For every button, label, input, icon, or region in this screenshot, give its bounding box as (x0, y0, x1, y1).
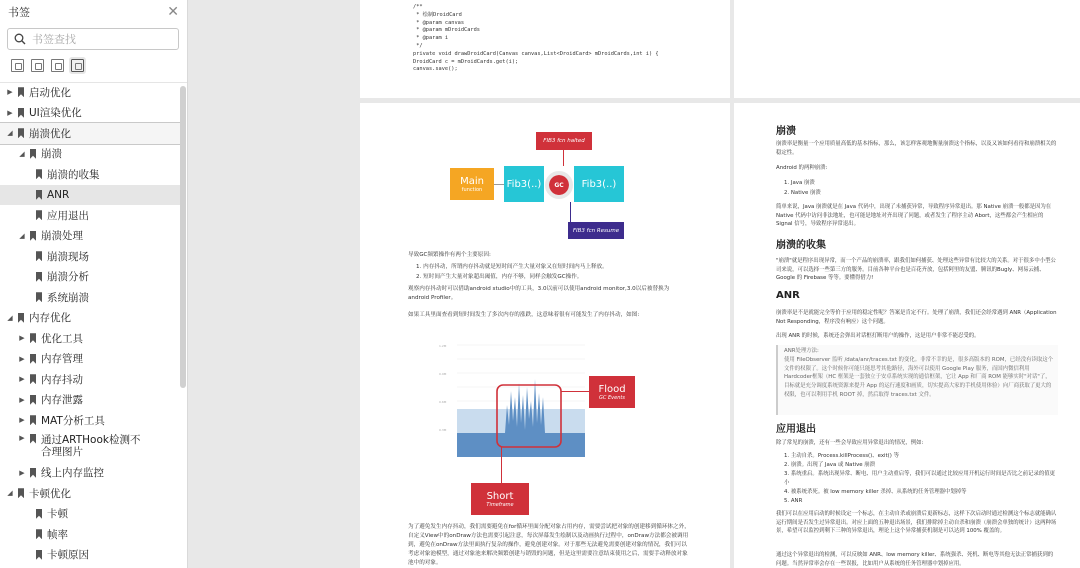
paragraph: 崩溃率是衡量一个应用质量高低的基本指标，那么，该怎样客观地衡量崩溃这个指标，以及又该如何看待和崩溃相关的稳定性。 (776, 141, 1057, 156)
quote-text: 使用 FileObserver 监听 /data/anr/traces.txt 的变化。非常不幸的是，很多高版本的 ROM，已经没有读取这个文件的权限了。这个时候你可能只能思考其他路径，海外可以使用 Google Play 服务，而国内微信利用Hardcoder框架（HC 框架是一套独立于安卓系统实现的通信框架，它让 App 和厂商 ROM 能够实时"对话"了，目标就是充分调度系统资源来提升 App 的运行速度和画质，切实提高大家的手机使用体验）向厂商获取了更大的权限，也可以利用手机 ROOT 掉，然后取得 traces.txt 文件。 (784, 357, 1054, 398)
tree-item[interactable]: ◢ 崩溃优化 (0, 123, 180, 144)
document-page (734, 0, 1080, 98)
paragraph: 出现 ANR 的时候，系统还会弹出对话框打断用户的操作，这是用户非常不能忍受的。 (776, 333, 980, 339)
tree-item[interactable]: ▶ UI渲染优化 (7, 107, 82, 120)
section-heading: 应用退出 (776, 424, 816, 435)
chevron-down-icon[interactable]: ◢ (7, 129, 13, 138)
tree-item[interactable]: 帧率 (0, 524, 180, 545)
paragraph: 观察内存抖动时可以借助android studio中的工具，3.0以前可以使用android monitor,3.0以后被替换为android Profiler。 (408, 286, 670, 301)
svg-text:1.2M: 1.2M (439, 344, 447, 348)
add-bookmark-icon[interactable] (11, 59, 24, 72)
list-item: 1. 内存抖动，所谓内存抖动就是短时间产生大量对象又在短时间内马上释放。 (416, 264, 608, 270)
tree-item[interactable]: ▶ MAT分析工具 (19, 414, 105, 427)
bookmark-icon (36, 190, 42, 200)
chevron-right-icon[interactable]: ▶ (19, 375, 25, 384)
main-function-box: Main function (450, 168, 494, 200)
bookmark-icon (36, 529, 42, 539)
tree-item[interactable]: ◢ 崩溃 (19, 148, 62, 161)
list-item: 3. 系统重启。系统出现异常、断电、用户主动重启等，我们可以通过比较应用开机运行时间是否比之前记录的值更小 (784, 471, 1056, 486)
search-icon (14, 33, 26, 45)
tree-item[interactable]: 应用退出 (0, 205, 180, 226)
bookmark-icon (18, 87, 24, 97)
tree-item[interactable]: ▶ 内存泄露 (19, 394, 83, 407)
chevron-right-icon[interactable]: ▶ (7, 88, 13, 97)
tree-item[interactable]: ▶ 线上内存监控 (19, 467, 104, 480)
fib-right-box: Fib3(..) (574, 166, 624, 202)
bookmark-sidebar (0, 0, 188, 568)
list-item: 1. Java 崩溃 (784, 180, 815, 186)
connector (561, 391, 589, 392)
paragraph: "崩溃"就是程序出现异常，而一个产品的崩溃率，跟我们如何捕获、处理这些异常有比较大的关系。对于很多中小型公司来说，可以选择一些第三方的服务。目前各种平台也是百花齐放，包括阿里的友盟、腾讯的Bugly、网易云捕、Google 的 Firebase 等等。要懂得借力! (776, 258, 1056, 282)
list-item: 2. Native 崩溃 (784, 190, 821, 196)
bookmark-icon (18, 128, 24, 138)
bookmark-icon (36, 210, 42, 220)
halted-label: FIB3 fcn halted (536, 132, 592, 150)
paragraph: 如果工具里面查看到短时间发生了多次内存的涨跌，这意味着很有可能发生了内存抖动，如图: (408, 312, 640, 318)
tree-item[interactable]: ▶ 启动优化 (7, 86, 71, 99)
chevron-right-icon[interactable]: ▶ (19, 433, 25, 442)
flood-callout: Flood GC Events (589, 376, 635, 408)
chevron-right-icon[interactable]: ▶ (19, 334, 25, 343)
bookmark-icon (30, 333, 36, 343)
resume-label: FIB3 fcn Resume (568, 222, 624, 239)
bookmark-icon (18, 488, 24, 498)
quote-title: ANR处理方法: (784, 348, 819, 354)
close-icon[interactable]: ✕ (167, 4, 179, 20)
bookmark-icon (30, 415, 36, 425)
code-block: /** * 绘制DroidCard * @param canvas * @param mDroidCards * @param i */ private void drawDroidCard(Canvas canvas,List<DroidCard> mDroidCards,int i) { DroidCard c = mDroidCards.get(i); canvas.save(); (413, 4, 659, 73)
list-item: 2. 崩溃。出现了 Java 或 Native 崩溃 (784, 462, 876, 468)
list-item: 4. 被系统杀死。被 low memory killer 杀掉、从系统的任务管理器中划掉等 (784, 489, 967, 495)
connector (563, 150, 564, 166)
tree-item[interactable]: ▶ 内存抖动 (19, 373, 83, 386)
chevron-right-icon[interactable]: ▶ (19, 416, 25, 425)
tree-item[interactable]: 系统崩溃 (0, 287, 180, 308)
bookmark-icon (36, 550, 42, 560)
fib-left-box: Fib3(..) (504, 166, 544, 202)
memory-chart-svg (435, 335, 585, 467)
connector (501, 447, 502, 483)
list-item: 1. 主动自杀。Process.killProcess()、exit() 等 (784, 453, 899, 459)
section-heading: ANR (776, 290, 800, 301)
paragraph: 我们可以在应用启动的时候设定一个标志，在主动自杀或崩溃后更新标志，这样下次启动时通过检测这个标志就能确认运行期间是否发生过异常退出。对应上面的五种退出场景，我们排除掉主动自杀和崩溃（崩溃会单独的统计）这两种场景，希望可以监控到剩下三种的异常退出，理论上这个异常捕获机制是可以达到 100% 覆盖的。 (776, 511, 1057, 535)
connector (494, 184, 504, 185)
memory-profiler-chart (435, 331, 635, 516)
list-item: 5. ANR (784, 498, 803, 504)
chevron-down-icon[interactable]: ◢ (7, 313, 13, 322)
paragraph: 通过这个异常退出的检测，可以反映如 ANR、low memory killer、系统强杀、死机、断电等其他无法正常捕获到的问题。当然异常率会存在一些误报，比如用户从系统的任务管理器中划掉应用。 (776, 552, 1054, 567)
chevron-right-icon[interactable]: ▶ (19, 354, 25, 363)
tree-item[interactable]: 崩溃分析 (0, 267, 180, 288)
bookmark-icon (30, 468, 36, 478)
chevron-down-icon[interactable]: ◢ (19, 231, 25, 240)
bookmark-icon (18, 313, 24, 323)
chevron-down-icon[interactable]: ◢ (7, 489, 13, 498)
bookmark-icon (18, 108, 24, 118)
svg-text:0.6M: 0.6M (439, 400, 447, 404)
tree-item[interactable]: ◢ 卡顿优化 (7, 487, 71, 500)
paragraph: 为了避免发生内存抖动，我们需要避免在for循环里面分配对象占用内存，需要尝试把对象的创建移到循环体之外，自定义View中的onDraw方法也需要引起注意，每次屏幕发生绘制以及动画执行过程中，onDraw方法都会被调用到，避免在onDraw方法里面执行复杂的操作，避免创建对象。对于那些无法避免需要创建对象的情况，我们可以考虑对象池模型，通过对象池来解决频繁创建与销毁的问题，但是这里需要注意结束使用之后，需要手动释放对象池中的对象。 (408, 524, 690, 566)
sidebar-header (0, 0, 187, 24)
svg-text:0.9M: 0.9M (439, 372, 447, 376)
bookmark-icon (30, 354, 36, 364)
gc-diagram (450, 130, 640, 240)
svg-text:0.3M: 0.3M (439, 428, 447, 432)
chevron-right-icon[interactable]: ▶ (7, 108, 13, 117)
paragraph: 导致GC频繁操作有两个主要原因: (408, 252, 491, 258)
bookmark-icon (30, 395, 36, 405)
sidebar-scrollbar[interactable] (180, 86, 186, 388)
document-page (734, 103, 1080, 568)
sidebar-title: 书签 (8, 6, 30, 19)
chevron-right-icon[interactable]: ▶ (19, 395, 25, 404)
search-input[interactable] (32, 33, 162, 46)
connector (570, 202, 571, 222)
paragraph: 崩溃率是不是就能完全等价于应用的稳定性呢？答案是肯定不行。处理了崩溃，我们还会经常遇到 ANR（Application Not Responding，程序没有响应）这个问题。 (776, 310, 1057, 325)
tree-item[interactable]: ANR (0, 185, 180, 206)
bookmark-icon (30, 374, 36, 384)
expand-bookmarks-icon[interactable] (31, 59, 44, 72)
section-heading: 崩溃 (776, 126, 796, 137)
chevron-right-icon[interactable]: ▶ (19, 468, 25, 477)
section-heading: 崩溃的收集 (776, 240, 826, 251)
paragraph: 除了常见的崩溃，还有一些会导致应用异常退出的情况，例如: (776, 440, 924, 446)
bookmark-icon (30, 231, 36, 241)
document-page (360, 0, 730, 98)
bookmark-icon (36, 272, 42, 282)
paragraph: 简单来说，Java 崩溃就是在 Java 代码中，出现了未捕获异常，导致程序异常退出。那 Native 崩溃一般都是因为在 Native 代码中访问非法地址，也可能是地址对齐出现了问题，或者发生了程序主动 Abort，这些都会产生相应的 Signal 信号，导致程序异常退出。 (776, 204, 1052, 228)
bookmark-icon (36, 509, 42, 519)
document-page (360, 103, 730, 568)
bookmark-icon (30, 434, 36, 444)
tree-item[interactable]: ◢ 崩溃处理 (19, 230, 83, 243)
bookmark-icon[interactable] (51, 59, 64, 72)
bookmark-search[interactable] (7, 28, 179, 50)
bookmark-icon (36, 169, 42, 179)
bookmark-icon (36, 251, 42, 261)
quote-box (776, 345, 1058, 415)
bookmark-filled-icon[interactable] (71, 59, 84, 72)
short-callout: Short Timeframe (471, 483, 529, 515)
paragraph: Android 的两种崩溃: (776, 165, 828, 171)
tree-item[interactable]: 崩溃现场 (0, 246, 180, 267)
bookmark-tree (0, 82, 180, 565)
bookmark-icon (30, 149, 36, 159)
chevron-down-icon[interactable]: ◢ (19, 149, 25, 158)
gc-circle: GC (549, 175, 569, 195)
tree-item[interactable]: ▶ 优化工具 (19, 332, 83, 345)
tree-item[interactable]: ◢ 内存优化 (7, 312, 71, 325)
bookmark-icon (36, 292, 42, 302)
tree-item[interactable]: ▶ 内存管理 (19, 353, 83, 366)
list-item: 2. 短时间产生大量对象超出阈值，内存不够，同样会触发GC操作。 (416, 274, 583, 280)
tree-item[interactable]: 卡顿原因 (0, 545, 180, 566)
tree-item[interactable]: 卡顿 (0, 504, 180, 525)
tree-item[interactable]: 崩溃的收集 (0, 164, 180, 185)
bookmark-toolbar (0, 50, 187, 82)
tree-item[interactable]: ▶ 通过ARTHook检测不合理图片 (19, 433, 141, 458)
